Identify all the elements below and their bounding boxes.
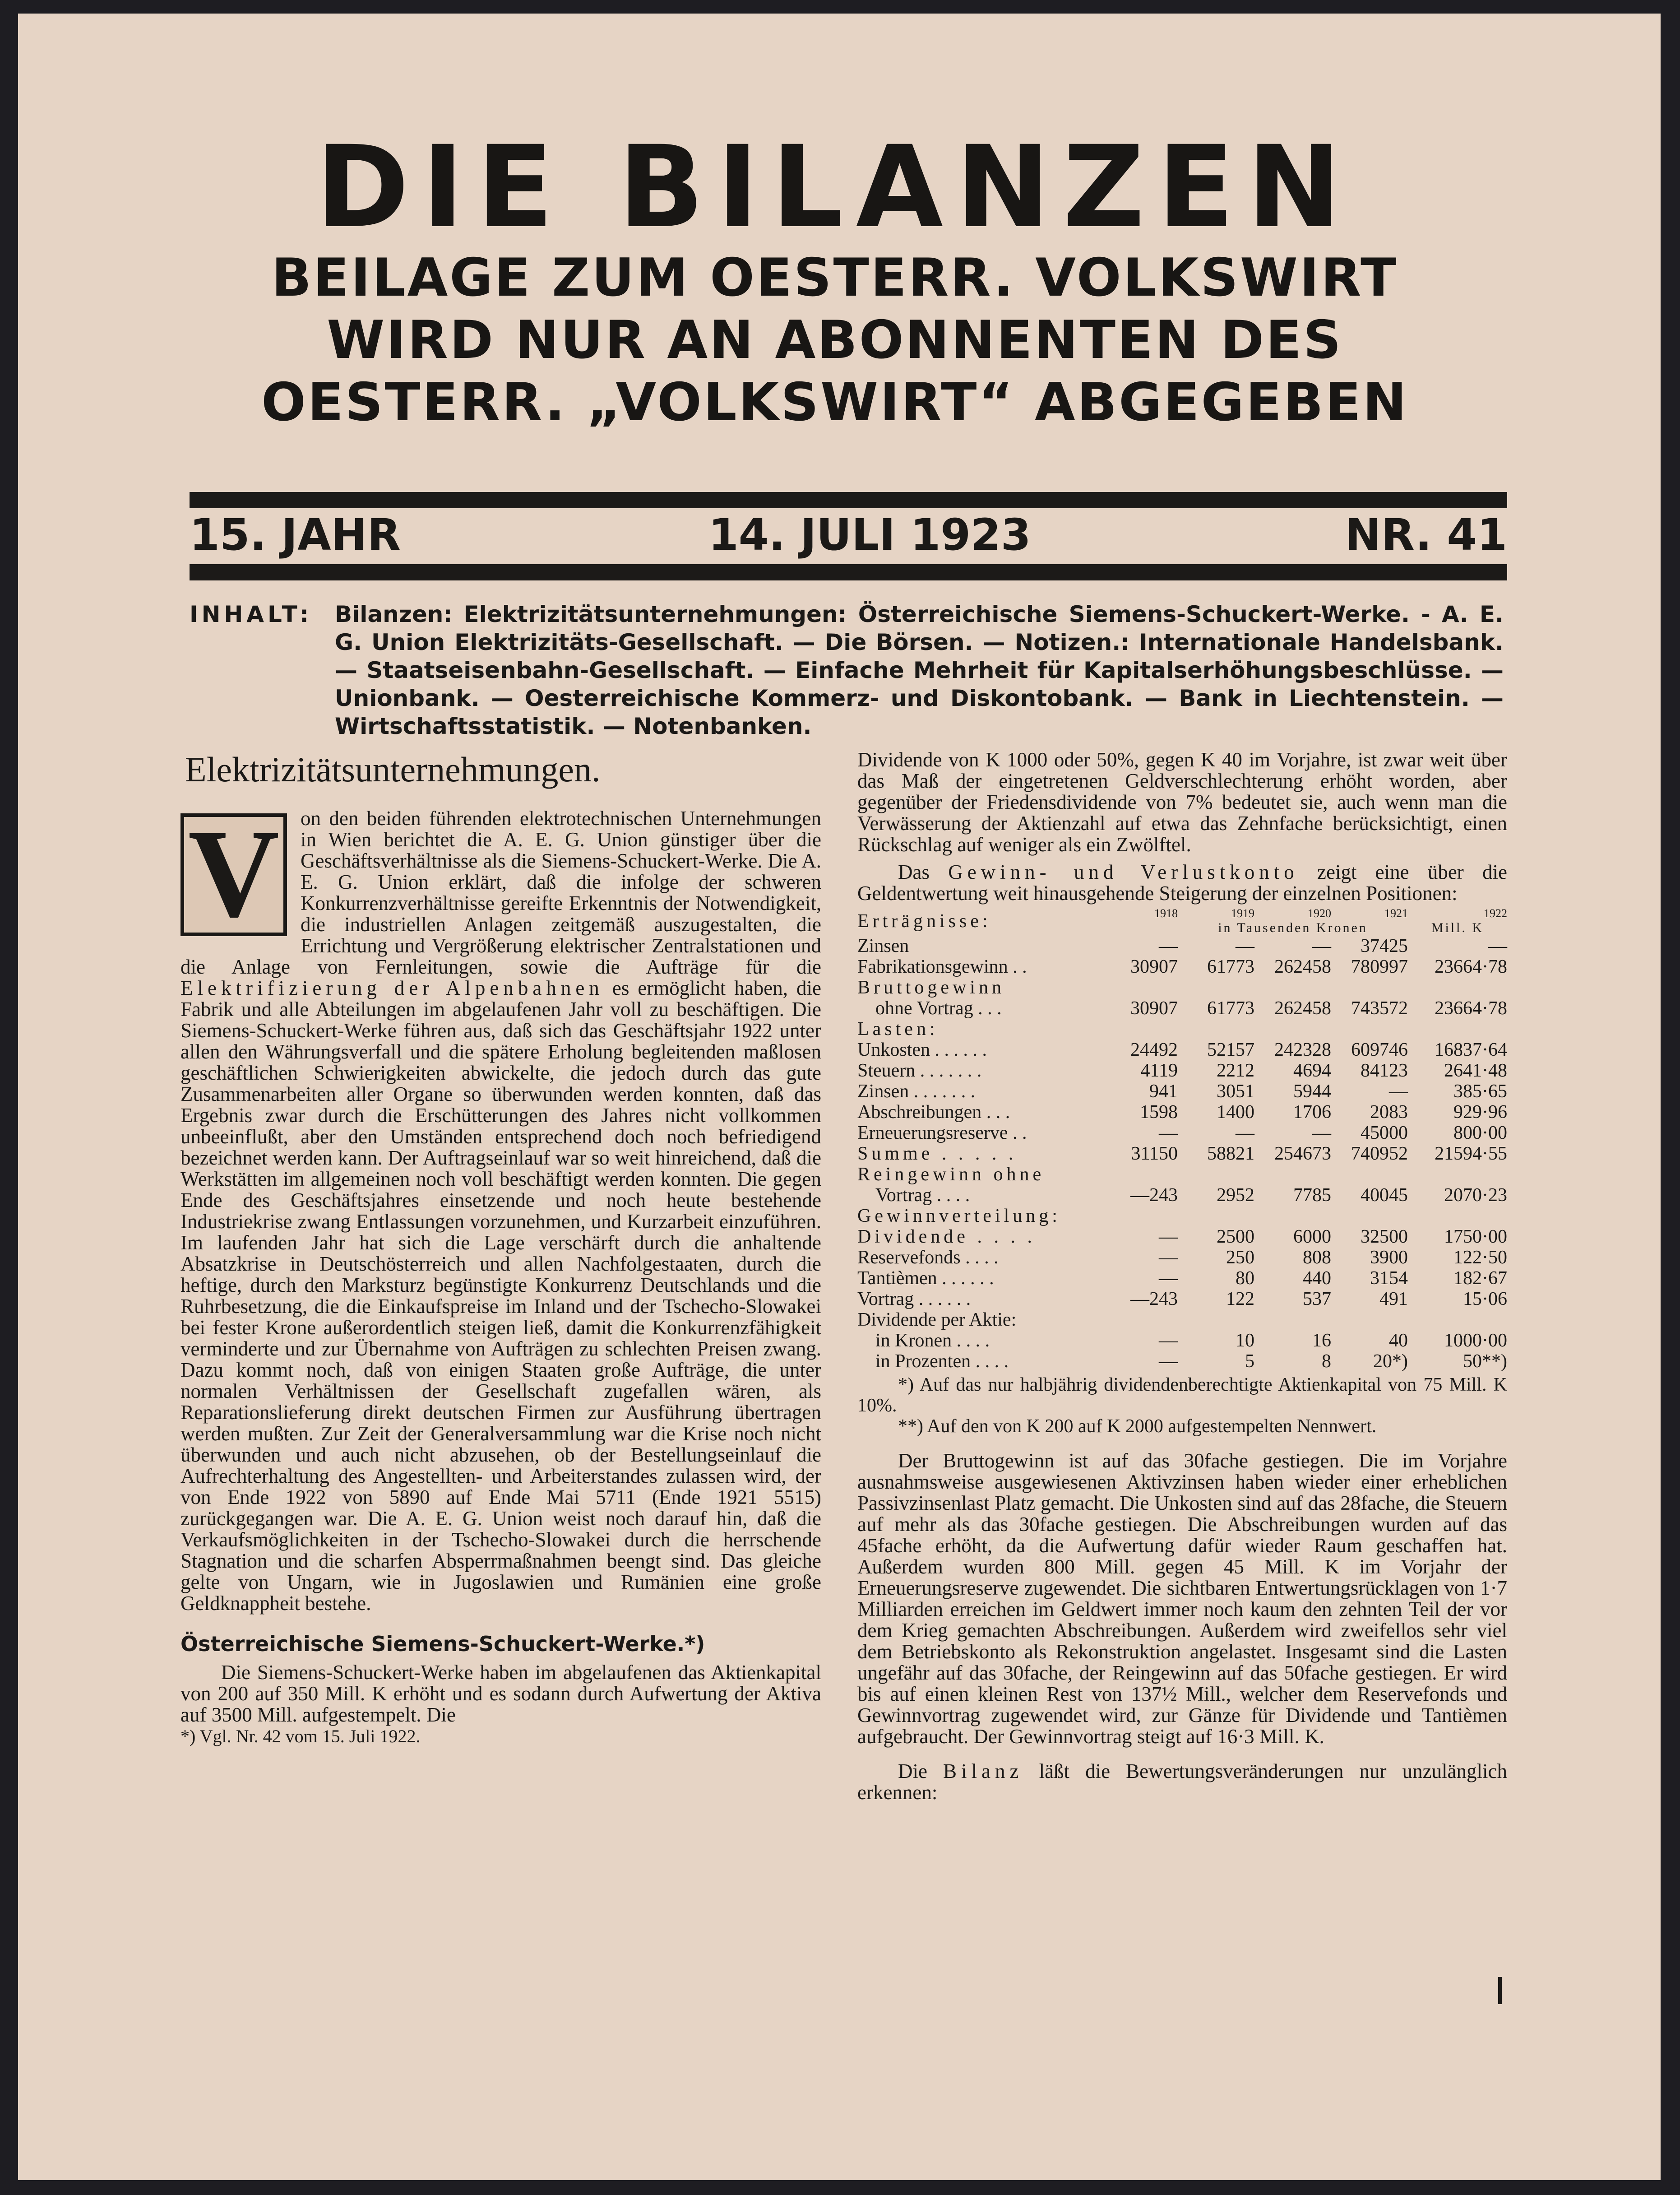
row-value: 2083 — [1370, 1102, 1408, 1123]
row-value: 7785 — [1293, 1185, 1331, 1206]
row-value: — — [1312, 1123, 1331, 1143]
row-label: Unkosten . . . . . . — [857, 1039, 987, 1060]
row-value — [1254, 1019, 1331, 1039]
table-row — [857, 956, 1507, 977]
right-paragraph-3: Der Bruttogewinn ist auf das 30fache gestiegen. Die im Vorjahre ausnahmsweise ausgewiesenen Aktivzinsen haben wieder einer erheblichen Passivzinsenlast Platz gemacht. Die Unkosten sind auf das 28fache, die Steuern auf mehr als das 30fache gestiegen. Die Abschreibungen wurden auf das 45fache erhöht, da die Aufwertung dafür wieder Raum geschaffen hat. Außerdem wurden 800 Mill. gegen 45 Mill. K im Vorjahr der Erneuerungsreserve zugewendet. Die sichtbaren Entwertungsrücklagen von 1·7 Milliarden erreichen im Geldwert immer noch kaum den zehnten Teil der vor dem Krieg gemachten Abschreibungen. Außerdem wird zweifellos sehr viel dem Betriebskonto als Rekonstruktion angelastet. Insgesamt sind die Lasten ungefähr auf das 30fache, der Reingewinn auf das 50fache gestiegen. Er wird bis auf einen kleinen Rest von 137½ Mill., welcher dem Reservefonds und Gewinnvortrag zugewendet wird, zur Gänze für Dividende und Tantièmen aufgebraucht. Der Gewinnvortrag steigt auf 16·3 Mill. K. — [857, 1449, 1507, 1748]
table-row — [857, 1351, 1507, 1372]
row-label: Lasten: — [857, 1019, 939, 1039]
row-value: 40 — [1389, 1330, 1408, 1351]
issue-date: 14. JULI 1923 — [708, 510, 1031, 560]
row-value: 61773 — [1207, 998, 1254, 1019]
row-value: 743572 — [1351, 998, 1408, 1019]
profit-loss-table — [857, 907, 1507, 1372]
row-value: 740952 — [1351, 1143, 1408, 1164]
row-value — [1408, 1309, 1507, 1330]
row-value — [1331, 1309, 1408, 1330]
masthead-subtitle-3: OESTERR. „VOLKSWIRT“ ABGEGEBEN — [261, 372, 1408, 433]
contents-text: Bilanzen: Elektrizitätsunternehmungen: Österreichische Siemens-Schuckert-Werke. - A. E. G. Union Elektrizitäts-Gesellschaft. — Die Börsen. — Notizen.: Internationale Handelsbank. — Staatseisenbahn-Gesellschaft. — Einfache Mehrheit für Kapitalserhöhungsbeschlüsse. — Unionbank. — Oesterreichische Kommerz- und Diskontobank. — Bank in Liechtenstein. — Wirtschaftsstatistik. — Notenbanken. — [335, 601, 1504, 739]
row-value: 491 — [1379, 1289, 1408, 1309]
row-value: 23664·78 — [1435, 998, 1507, 1019]
table-row — [857, 1081, 1507, 1102]
table-row — [857, 1123, 1507, 1143]
row-value: 941 — [1149, 1081, 1178, 1102]
row-value — [1178, 1019, 1254, 1039]
row-value: 40045 — [1361, 1185, 1408, 1206]
unit-label-2: Mill. K — [1431, 920, 1484, 935]
row-value: 23664·78 — [1435, 956, 1507, 977]
row-value — [1331, 1019, 1408, 1039]
row-value: 8 — [1322, 1351, 1331, 1372]
row-value: — — [1159, 1247, 1178, 1268]
row-value: 609746 — [1351, 1039, 1408, 1060]
year-1920: 1920 — [1308, 907, 1331, 920]
row-value: 2641·48 — [1444, 1060, 1507, 1081]
masthead-subtitle-2: WIRD NUR AN ABONNENTEN DES — [327, 310, 1343, 371]
row-value: — — [1236, 936, 1254, 956]
dateline — [190, 510, 1507, 560]
rule-top — [190, 492, 1507, 508]
row-value: 45000 — [1361, 1123, 1408, 1143]
row-label: Erneuerungsreserve . . — [857, 1123, 1027, 1143]
margin-mark — [1498, 1977, 1502, 2004]
table-row — [857, 1143, 1507, 1164]
row-value — [1254, 1206, 1331, 1226]
row-value: 254673 — [1274, 1143, 1331, 1164]
table-row — [857, 1330, 1507, 1351]
row-value: 52157 — [1207, 1039, 1254, 1060]
table-row — [857, 1206, 1507, 1226]
contents-label: INHALT: — [190, 601, 312, 627]
row-value: 32500 — [1361, 1226, 1408, 1247]
row-value: —243 — [1130, 1185, 1178, 1206]
table-row — [857, 1185, 1507, 1206]
row-value — [1408, 1019, 1507, 1039]
table-row — [857, 1019, 1507, 1039]
article-heading: Elektrizitätsunternehmungen. — [185, 750, 601, 789]
table-note-1: *) Auf das nur halbjährig dividendenberechtigte Aktienkapital von 75 Mill. K 10%. — [857, 1374, 1507, 1416]
row-value — [1178, 1309, 1254, 1330]
table-note-2: **) Auf den von K 200 auf K 2000 aufgestempelten Nennwert. — [898, 1416, 1377, 1437]
row-value: — — [1488, 936, 1507, 956]
row-value — [1254, 977, 1331, 998]
row-label: Vortrag . . . . — [875, 1185, 970, 1206]
row-value: 50**) — [1463, 1351, 1507, 1372]
table-row — [857, 1268, 1507, 1289]
row-value: 10 — [1236, 1330, 1254, 1351]
row-value: 4694 — [1293, 1060, 1331, 1081]
row-value: 16 — [1312, 1330, 1331, 1351]
row-value — [1178, 1164, 1254, 1185]
right-column — [857, 749, 1507, 1803]
row-value: 122·50 — [1453, 1247, 1507, 1268]
row-value: 262458 — [1274, 998, 1331, 1019]
row-label: Bruttogewinn — [857, 977, 1005, 998]
row-label: Summe . . . . . — [857, 1143, 1017, 1164]
row-value: — — [1159, 1226, 1178, 1247]
unit-label: in Tausenden Kronen — [1218, 920, 1368, 935]
row-value — [1331, 977, 1408, 998]
article-paragraph-1: V on den beiden führenden elektrotechnischen Unternehmungen in Wien berichtet die A. E. G. Union günstiger über die Geschäftsverhältnisse als die Siemens-Schuckert-Werke. Die A. E. G. Union erklärt, daß die infolge der schweren Konkurrenzverhältnisse gereifte Erkenntnis der Notwendigkeit, die industriellen Anlagen zeitgemäß auszugestalten, die Errichtung und Vergrößerung elektrischer Zentralstationen und die Anlage von Fernleitungen, sowie die Aufträge für die Elektrifizierung der Alpenbahnen es ermöglicht haben, die Fabrik und alle Abteilungen im abgelaufenen Jahr voll zu beschäftigen. Die Siemens-Schuckert-Werke führen aus, daß sich das Geschäftsjahr 1922 unter allen den Währungsverfall und die spätere Erholung begleitenden maßlosen geschäftlichen Schwierigkeiten abwickelte, die jedoch durch das gute Zusammenarbeiten aller Organe so überwunden werden konnten, daß das Ergebnis zwar durch die Erschütterungen des Jahres nicht vollkommen unbeeinflußt, aber den Umständen entsprechend doch noch befriedigend bezeichnet werden kann. Der Auftragseinlauf war so weit hinreichend, daß die Werkstätten im allgemeinen noch voll beschäftigt werden konnten. Die gegen Ende des Geschäftsjahres einsetzende und noch heute bestehende Industriekrise zwang Entlassungen vorzunehmen, und Kurzarbeit einzuführen. Im laufenden Jahr hat sich die Lage verschärft durch die anhaltende Absatzkrise in Deutschösterreich und allen Nachfolgestaaten, durch die heftige, durch den Marksturz begünstigte Konkurrenz Deutschlands und die Ruhrbesetzung, die die Einkaufspreise im Inland und der Tschecho-Slowakei bei fester Krone außerordentlich steigen ließ, damit die Konkurrenzfähigkeit verminderte und zur Übernahme von Aufträgen zu schlechten Preisen zwang. Dazu kommt noch, daß von einigen Staaten große Aufträge, die unter normalen Verhältnissen der Gesellschaft zugefallen wären, als Reparationslieferung direkt deutschen Firmen zur Ausführung übertragen werden mußten. Zur Zeit der Generalversammlung war die Krise noch nicht überwunden und auch nicht abzusehen, ob der Bestellungseinlauf die Aufrechterhaltung des Angestellten- und Arbeiterstandes zulassen wird, der von Ende 1922 von 5890 auf Ende Mai 5711 (Ende 1921 5515) zurückgegangen war. Die A. E. G. Union weist noch darauf hin, daß die Verkaufsmöglichkeiten in der Tschecho-Slowakei durch die herrschende Stagnation und die scharfen Absperrmaßnahmen beengt sind. Das gleiche gelte von Ungarn, wie in Jugoslawien und Rumänien eine große Geldknappheit bestehe. — [180, 803, 821, 1615]
row-value: 80 — [1236, 1268, 1254, 1289]
row-value: — — [1159, 1351, 1178, 1372]
row-value — [1408, 977, 1507, 998]
row-value — [1408, 1164, 1507, 1185]
row-value — [1254, 1309, 1331, 1330]
row-value — [1101, 1019, 1178, 1039]
row-value: 31150 — [1131, 1143, 1178, 1164]
row-value — [1331, 1164, 1408, 1185]
table-row — [857, 1226, 1507, 1247]
row-label: Dividende . . . . — [857, 1226, 1036, 1247]
row-value: 2952 — [1217, 1185, 1254, 1206]
table-row — [857, 1247, 1507, 1268]
row-value: 242328 — [1274, 1039, 1331, 1060]
row-value: 1598 — [1140, 1102, 1178, 1123]
row-value: 20*) — [1373, 1351, 1408, 1372]
row-value: 929·96 — [1453, 1102, 1507, 1123]
row-value: 800·00 — [1453, 1123, 1507, 1143]
row-value: 262458 — [1274, 956, 1331, 977]
row-value — [1178, 977, 1254, 998]
rule-bottom — [190, 564, 1507, 580]
row-value: 16837·64 — [1435, 1039, 1507, 1060]
footnote: *) Vgl. Nr. 42 vom 15. Juli 1922. — [180, 1726, 421, 1746]
table-header-label: Erträgnisse: — [857, 911, 991, 932]
row-label: Reservefonds . . . . — [857, 1247, 999, 1268]
row-label: Zinsen — [857, 936, 909, 956]
row-value: 58821 — [1207, 1143, 1254, 1164]
right-paragraph-2: Das Gewinn- und Verlustkonto zeigt eine über die Geldentwertung weit hinausgehende Steigerung der einzelnen Positionen: — [857, 861, 1507, 905]
row-value: 30907 — [1130, 956, 1178, 977]
row-value: 6000 — [1293, 1226, 1331, 1247]
row-value: 15·06 — [1463, 1289, 1507, 1309]
row-value — [1178, 1206, 1254, 1226]
row-value: 2500 — [1217, 1226, 1254, 1247]
row-value: 808 — [1303, 1247, 1331, 1268]
row-value: — — [1389, 1081, 1408, 1102]
row-value — [1101, 977, 1178, 998]
table-header-years — [857, 907, 1507, 920]
row-label: ohne Vortrag . . . — [875, 998, 1002, 1019]
row-value: 4119 — [1140, 1060, 1178, 1081]
row-label: Vortrag . . . . . . — [857, 1289, 971, 1309]
drop-cap: V — [180, 813, 287, 936]
row-label: in Kronen . . . . — [875, 1330, 990, 1351]
right-paragraph-1: Dividende von K 1000 oder 50%, gegen K 40 im Vorjahre, ist zwar weit über das Maß der eingetretenen Geldverschlechterung erhöht worden, aber gegenüber der Friedensdividende von 7% bedeutet sie, auch wenn man die Verwässerung der Aktienzahl auf etwa das Zehnfache berücksichtigt, einen Rückschlag auf weniger als ein Zwölftel. — [857, 748, 1507, 856]
row-value: 2070·23 — [1444, 1185, 1507, 1206]
left-column — [180, 749, 821, 1747]
row-label: Fabrikationsgewinn . . — [857, 956, 1027, 977]
row-label: Steuern . . . . . . . — [857, 1060, 982, 1081]
row-value — [1408, 1206, 1507, 1226]
year-1919: 1919 — [1231, 907, 1254, 920]
row-label: Tantièmen . . . . . . — [857, 1268, 994, 1289]
row-value: 5 — [1245, 1351, 1254, 1372]
table-row — [857, 1309, 1507, 1330]
row-value: 182·67 — [1453, 1268, 1507, 1289]
table-row — [857, 1102, 1507, 1123]
row-value: 1706 — [1293, 1102, 1331, 1123]
row-value — [1101, 1206, 1178, 1226]
masthead-subtitle-1: BEILAGE ZUM OESTERR. VOLKSWIRT — [271, 247, 1398, 308]
masthead-title: DIE BILANZEN — [315, 121, 1354, 253]
table-row — [857, 977, 1507, 998]
row-value: 385·65 — [1453, 1081, 1507, 1102]
row-value: — — [1159, 936, 1178, 956]
row-label: Zinsen . . . . . . . — [857, 1081, 976, 1102]
row-label: Abschreibungen . . . — [857, 1102, 1010, 1123]
row-value: 780997 — [1351, 956, 1408, 977]
row-value: 30907 — [1130, 998, 1178, 1019]
masthead — [162, 121, 1507, 433]
year-1921: 1921 — [1384, 907, 1408, 920]
table-row — [857, 936, 1507, 956]
row-label: in Prozenten . . . . — [875, 1351, 1009, 1372]
row-value: 84123 — [1361, 1060, 1408, 1081]
row-value: 1000·00 — [1444, 1330, 1507, 1351]
row-value: 440 — [1303, 1268, 1331, 1289]
row-value: 122 — [1226, 1289, 1254, 1309]
row-value: 3154 — [1370, 1268, 1408, 1289]
row-value: 1400 — [1217, 1102, 1254, 1123]
row-value: 250 — [1226, 1247, 1254, 1268]
row-value: — — [1159, 1330, 1178, 1351]
row-label: Reingewinn ohne — [857, 1164, 1045, 1185]
row-value: — — [1312, 936, 1331, 956]
issue-number: NR. 41 — [1345, 510, 1507, 560]
row-value — [1101, 1164, 1178, 1185]
row-value: 24492 — [1130, 1039, 1178, 1060]
row-value: 21594·55 — [1435, 1143, 1507, 1164]
article-paragraph-2: Die Siemens-Schuckert-Werke haben im abgelaufenen das Aktienkapital von 200 auf 350 Mill. K erhöht und es sodann durch Aufwertung der Aktiva auf 3500 Mill. aufgestempelt. Die — [180, 1661, 821, 1726]
table-row — [857, 1164, 1507, 1185]
row-label: Dividende per Aktie: — [857, 1309, 1017, 1330]
row-value: 1750·00 — [1444, 1226, 1507, 1247]
row-value: 37425 — [1361, 936, 1408, 956]
row-value: — — [1236, 1123, 1254, 1143]
row-value: —243 — [1130, 1289, 1178, 1309]
row-value: — — [1159, 1268, 1178, 1289]
year-1918: 1918 — [1154, 907, 1178, 920]
row-label: Gewinnverteilung: — [857, 1206, 1061, 1226]
row-value — [1101, 1309, 1178, 1330]
row-value: 61773 — [1207, 956, 1254, 977]
section-subheading: Österreichische Siemens-Schuckert-Werke.*) — [180, 1632, 705, 1656]
row-value: 537 — [1303, 1289, 1331, 1309]
row-value: 5944 — [1293, 1081, 1331, 1102]
table-row — [857, 1060, 1507, 1081]
year-1922: 1922 — [1484, 907, 1507, 920]
table-row — [857, 998, 1507, 1019]
table-row — [857, 1039, 1507, 1060]
row-value — [1331, 1206, 1408, 1226]
issue-year: 15. JAHR — [190, 510, 401, 560]
row-value: 3900 — [1370, 1247, 1408, 1268]
row-value — [1254, 1164, 1331, 1185]
row-value: 2212 — [1217, 1060, 1254, 1081]
row-value: 3051 — [1217, 1081, 1254, 1102]
right-paragraph-4: Die Bilanz läßt die Bewertungsveränderungen nur unzulänglich erkennen: — [857, 1760, 1508, 1804]
row-value: — — [1159, 1123, 1178, 1143]
table-row — [857, 1289, 1507, 1309]
